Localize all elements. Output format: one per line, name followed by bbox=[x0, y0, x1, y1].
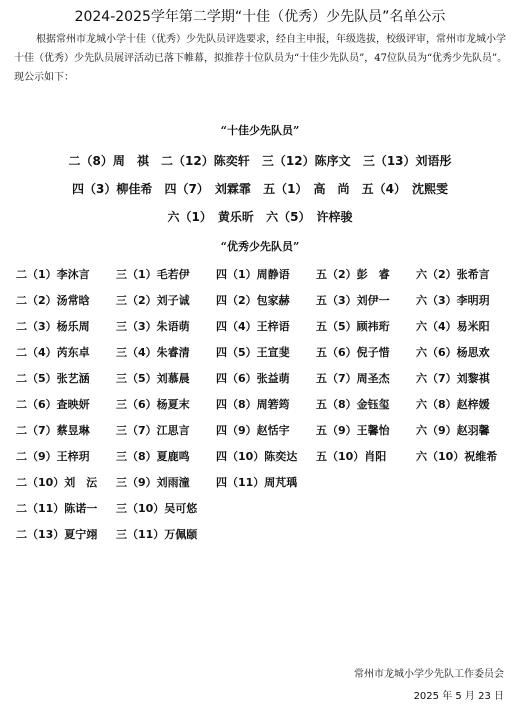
excellent-entry: 三（3）朱语萌 bbox=[116, 320, 190, 333]
excellent-entry: 六（2）张希言 bbox=[416, 268, 490, 281]
top-ten-entry: 五（4） 沈熙雯 bbox=[361, 182, 448, 196]
excellent-entry: 六（9）赵羽馨 bbox=[416, 424, 490, 437]
top-ten-heading: “十佳少先队员” bbox=[220, 124, 300, 137]
excellent-entry: 三（2）刘子诚 bbox=[116, 294, 190, 307]
excellent-entry: 三（10）吴可悠 bbox=[116, 502, 198, 515]
excellent-entry: 三（4）朱睿清 bbox=[116, 346, 190, 359]
top-ten-row bbox=[0, 180, 520, 197]
excellent-entry: 五（2）彭 睿 bbox=[316, 268, 390, 281]
excellent-entry: 六（7）刘黎祺 bbox=[416, 372, 490, 385]
signature-date: 2025 年 5 月 23 日 bbox=[413, 691, 504, 702]
excellent-row bbox=[16, 526, 512, 552]
excellent-entry: 四（5）王宣斐 bbox=[216, 346, 290, 359]
excellent-row bbox=[16, 448, 512, 474]
top-ten-entry: 四（7） 刘霖霏 bbox=[164, 182, 251, 196]
intro-section bbox=[14, 30, 510, 87]
top-ten-row bbox=[0, 152, 520, 169]
excellent-row bbox=[16, 318, 512, 344]
excellent-entry: 六（6）杨思欢 bbox=[416, 346, 490, 359]
excellent-entry: 五（6）倪子惜 bbox=[316, 346, 390, 359]
excellent-entry: 二（5）张艺涵 bbox=[16, 372, 90, 385]
excellent-entry: 五（7）周圣杰 bbox=[316, 372, 390, 385]
excellent-entry: 六（10）祝维希 bbox=[416, 450, 498, 463]
excellent-entry: 二（3）杨乐周 bbox=[16, 320, 90, 333]
excellent-entry: 二（11）陈诺一 bbox=[16, 502, 98, 515]
intro-paragraph: 根据常州市龙城小学十佳（优秀）少先队员评选要求，经自主申报，年级选拔，校级评审，常州市龙城小学十佳（优秀）少先队员展评活动已落下帷幕，拟推荐十位队员为“十佳少先队员”，47位队员为“优秀少先队员”。 bbox=[14, 34, 508, 64]
excellent-entry: 二（4）芮东卓 bbox=[16, 346, 90, 359]
excellent-entry: 二（6）查映妍 bbox=[16, 398, 90, 411]
top-ten-entry: 五（1） 高 尚 bbox=[263, 182, 350, 196]
top-ten-row bbox=[0, 208, 520, 225]
excellent-entry: 四（11）周芃瑀 bbox=[216, 476, 298, 489]
signature bbox=[354, 664, 504, 708]
excellent-entry: 六（3）李明玥 bbox=[416, 294, 490, 307]
excellent-entry: 三（8）夏鹿鸣 bbox=[116, 450, 190, 463]
excellent-row bbox=[16, 266, 512, 292]
excellent-entry: 二（7）蔡昱琳 bbox=[16, 424, 90, 437]
excellent-entry: 四（2）包家赫 bbox=[216, 294, 290, 307]
excellent-entry: 四（1）周静语 bbox=[216, 268, 290, 281]
excellent-entry: 六（4）易米阳 bbox=[416, 320, 490, 333]
intro-closing: 现公示如下： bbox=[14, 72, 74, 83]
excellent-entry: 二（13）夏宁翊 bbox=[16, 528, 98, 541]
excellent-entry: 三（7）江思言 bbox=[116, 424, 190, 437]
page-title: 2024-2025学年第二学期“十佳（优秀）少先队员”名单公示 bbox=[74, 9, 446, 25]
excellent-entry: 五（5）顾祎珩 bbox=[316, 320, 390, 333]
excellent-row bbox=[16, 474, 512, 500]
excellent-entry: 三（11）万佩颐 bbox=[116, 528, 198, 541]
excellent-entry: 四（4）王梓语 bbox=[216, 320, 290, 333]
top-ten-entry: 三（12）陈序文 bbox=[261, 154, 351, 168]
top-ten-entry: 二（12）陈奕轩 bbox=[161, 154, 250, 168]
excellent-entry: 四（8）周箬筠 bbox=[216, 398, 290, 411]
excellent-row bbox=[16, 396, 512, 422]
top-ten-entry: 二（8）周 祺 bbox=[68, 154, 149, 168]
excellent-entry: 三（9）刘雨潼 bbox=[116, 476, 190, 489]
excellent-entry: 四（9）赵恬宇 bbox=[216, 424, 290, 437]
top-ten-entry: 六（5） 许梓骏 bbox=[266, 210, 353, 224]
excellent-entry: 二（10）刘 沄 bbox=[16, 476, 98, 489]
excellent-row bbox=[16, 422, 512, 448]
top-ten-entry: 三（13）刘语彤 bbox=[362, 154, 452, 168]
excellent-entry: 四（10）陈奕达 bbox=[216, 450, 298, 463]
excellent-entry: 五（8）金钰玺 bbox=[316, 398, 390, 411]
excellent-entry: 五（9）王馨怡 bbox=[316, 424, 390, 437]
excellent-entry: 六（8）赵梓媛 bbox=[416, 398, 490, 411]
excellent-entry: 三（1）毛若伊 bbox=[116, 268, 190, 281]
excellent-entry: 四（6）张益萌 bbox=[216, 372, 290, 385]
top-ten-entry: 六（1） 黄乐昕 bbox=[167, 210, 254, 224]
top-ten-entry: 四（3）柳佳希 bbox=[72, 182, 153, 196]
excellent-entry: 二（9）王梓玥 bbox=[16, 450, 90, 463]
excellent-row bbox=[16, 500, 512, 526]
excellent-entry: 三（5）刘慕晨 bbox=[116, 372, 190, 385]
excellent-grid bbox=[16, 266, 512, 552]
excellent-row bbox=[16, 370, 512, 396]
excellent-entry: 五（3）刘伊一 bbox=[316, 294, 390, 307]
excellent-entry: 三（6）杨夏末 bbox=[116, 398, 190, 411]
excellent-heading: “优秀少先队员” bbox=[220, 240, 300, 253]
excellent-row bbox=[16, 292, 512, 318]
excellent-entry: 二（1）李沐言 bbox=[16, 268, 90, 281]
excellent-entry: 五（10）肖阳 bbox=[316, 450, 387, 463]
signature-org: 常州市龙城小学少先队工作委员会 bbox=[354, 669, 504, 680]
excellent-entry: 二（2）汤常晗 bbox=[16, 294, 90, 307]
excellent-row bbox=[16, 344, 512, 370]
